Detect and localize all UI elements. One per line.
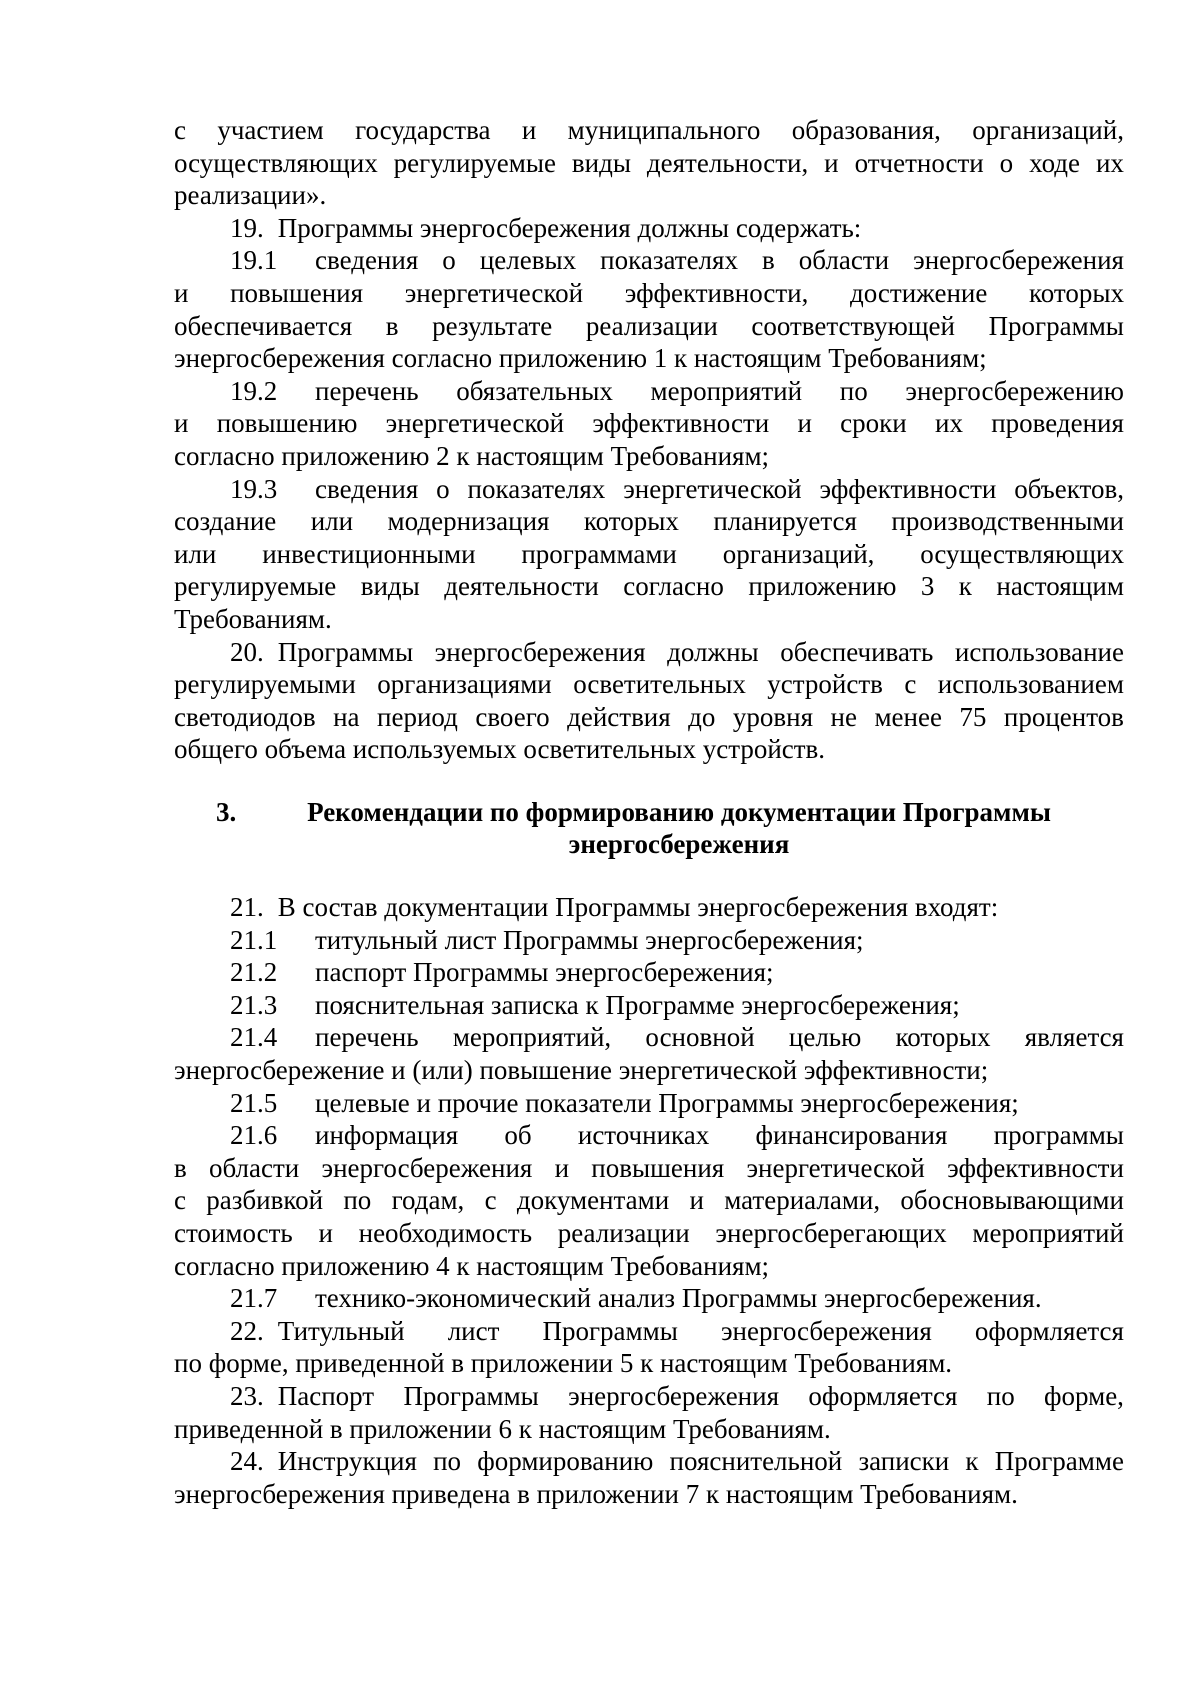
paragraph-text bbox=[278, 1315, 1124, 1348]
text-line bbox=[174, 1445, 1124, 1478]
paragraph-number: 19. bbox=[230, 212, 264, 243]
text-line bbox=[174, 570, 1124, 603]
word: оформляется bbox=[974, 1315, 1124, 1346]
paragraph-text bbox=[315, 1119, 1124, 1152]
text-line bbox=[174, 1152, 1124, 1185]
word: энергосбережения bbox=[913, 245, 1124, 276]
word: которых bbox=[895, 1022, 991, 1053]
text-line bbox=[174, 505, 1124, 538]
word: муниципального bbox=[567, 115, 761, 145]
word: повышения bbox=[591, 1152, 725, 1183]
paragraph-text: титульный лист Программы энергосбережения; bbox=[315, 924, 864, 955]
text-line: энергосбережения согласно приложению 1 к настоящим Требованиям; bbox=[174, 343, 987, 374]
word: повышения bbox=[230, 277, 364, 308]
word: эффективности bbox=[592, 408, 770, 439]
text-line: энергосбережения приведена в приложении 7 к настоящим Требованиям. bbox=[174, 1478, 1018, 1509]
paragraph-number: 20. bbox=[230, 636, 264, 667]
word: энергосбережения bbox=[434, 636, 646, 667]
word: своего bbox=[475, 701, 550, 732]
word: показателях bbox=[600, 245, 738, 276]
word: энергетической bbox=[746, 1152, 925, 1183]
word: использование bbox=[954, 636, 1124, 667]
word: энергосбережения bbox=[720, 1315, 932, 1346]
word: о bbox=[436, 473, 450, 504]
word: по bbox=[433, 1446, 462, 1477]
word: и bbox=[824, 147, 839, 178]
paragraph-21-1 bbox=[174, 924, 1124, 957]
word: согласно bbox=[623, 571, 724, 602]
paragraph-text bbox=[315, 244, 1124, 277]
word: Программы bbox=[542, 1315, 678, 1346]
word: эффективности bbox=[947, 1152, 1124, 1183]
word: эффективности, bbox=[624, 277, 809, 308]
text-line bbox=[174, 407, 1124, 440]
paragraph-number: 23. bbox=[230, 1380, 264, 1411]
word: которых bbox=[1028, 277, 1124, 308]
word: объектов, bbox=[1014, 473, 1124, 504]
word: осветительных bbox=[573, 669, 746, 700]
text-line bbox=[174, 668, 1124, 701]
section-title-line-2: энергосбережения bbox=[568, 829, 790, 860]
word: повышению bbox=[216, 408, 358, 439]
word: Титульный bbox=[277, 1315, 405, 1346]
word: которых bbox=[583, 506, 679, 537]
word: по bbox=[839, 375, 868, 406]
word: до bbox=[688, 701, 716, 732]
word: отчетности bbox=[854, 147, 984, 178]
word: форме, bbox=[1044, 1380, 1124, 1411]
section-heading bbox=[174, 796, 1124, 861]
word: записки bbox=[858, 1446, 950, 1477]
word: Программы bbox=[988, 310, 1124, 341]
word: материалами, bbox=[724, 1185, 881, 1216]
text-line bbox=[174, 310, 1124, 343]
word: и bbox=[174, 277, 189, 308]
word: настоящим bbox=[996, 571, 1124, 602]
word: их bbox=[935, 408, 963, 439]
paragraph-number: 21.5 bbox=[230, 1087, 278, 1118]
text-line: энергосбережение и (или) повышение энергетической эффективности; bbox=[174, 1055, 989, 1086]
text-line bbox=[174, 114, 1124, 147]
word: необходимость bbox=[358, 1218, 533, 1248]
paragraph-number: 21.3 bbox=[230, 989, 278, 1020]
word: период bbox=[377, 701, 458, 732]
word: или bbox=[174, 538, 217, 569]
paragraph-text: В состав документации Программы энергосбережения входят: bbox=[277, 892, 999, 923]
word: годам, bbox=[391, 1185, 465, 1216]
paragraph-text: пояснительная записка к Программе энергосбережения; bbox=[315, 989, 960, 1020]
word: с bbox=[484, 1185, 497, 1216]
word: энергосберегающих bbox=[715, 1218, 947, 1248]
section-number: 3. bbox=[216, 796, 237, 827]
text-line bbox=[174, 244, 1124, 277]
text-line: общего объема используемых осветительных устройств. bbox=[174, 734, 826, 765]
word: образования, bbox=[791, 115, 941, 145]
word: не bbox=[830, 701, 857, 732]
word: планируется bbox=[713, 506, 857, 537]
text-line: согласно приложению 2 к настоящим Требованиям; bbox=[174, 440, 770, 471]
word: обеспечивать bbox=[780, 636, 934, 667]
word: мероприятий bbox=[972, 1218, 1124, 1248]
word: реализации bbox=[585, 310, 718, 341]
paragraph-20 bbox=[174, 636, 1124, 766]
word: 75 bbox=[959, 701, 987, 732]
word: их bbox=[1095, 147, 1124, 178]
word: по bbox=[986, 1380, 1015, 1411]
word: с bbox=[174, 115, 186, 145]
paragraph-21-4 bbox=[174, 1021, 1124, 1086]
paragraph-19-3 bbox=[174, 473, 1124, 636]
word: энергосбережения bbox=[568, 1380, 779, 1411]
word: сроки bbox=[840, 408, 907, 439]
paragraph-22 bbox=[174, 1315, 1124, 1380]
word: энергосбережению bbox=[905, 375, 1124, 406]
word: сведения bbox=[315, 473, 419, 504]
word: создание bbox=[174, 506, 277, 537]
word: ходе bbox=[1029, 147, 1081, 178]
word: участием bbox=[217, 115, 324, 145]
word: регулируемые bbox=[174, 571, 337, 602]
text-line: приведенной в приложении 6 к настоящим Требованиям. bbox=[174, 1413, 831, 1444]
word: целевых bbox=[479, 245, 577, 276]
text-line bbox=[174, 701, 1124, 734]
paragraph-number: 24. bbox=[230, 1446, 264, 1477]
text-line bbox=[174, 277, 1124, 310]
paragraph-19-1 bbox=[174, 244, 1124, 374]
section-title-line-1: Рекомендации по формированию документации Программы bbox=[307, 796, 1051, 827]
paragraph-number: 21.6 bbox=[230, 1120, 278, 1151]
paragraph-number: 21. bbox=[230, 892, 264, 923]
text-line bbox=[174, 924, 1124, 957]
word: достижение bbox=[850, 277, 988, 308]
text-line bbox=[174, 989, 1124, 1022]
text-line: согласно приложению 4 к настоящим Требованиям; bbox=[174, 1250, 770, 1281]
text-line bbox=[174, 636, 1124, 669]
word: информация bbox=[315, 1120, 459, 1151]
paragraph-21-7 bbox=[174, 1282, 1124, 1315]
paragraph-19-2 bbox=[174, 375, 1124, 473]
paragraph-text: технико-экономический анализ Программы энергосбережения. bbox=[315, 1283, 1042, 1314]
word: действия bbox=[567, 701, 671, 732]
word: обеспечивается bbox=[174, 310, 353, 341]
text-line bbox=[174, 1217, 1124, 1250]
paragraph-number: 21.1 bbox=[230, 924, 278, 955]
word: инвестиционными bbox=[262, 538, 476, 569]
paragraph-21-5 bbox=[174, 1087, 1124, 1120]
word: виды bbox=[360, 571, 420, 602]
word: программы bbox=[993, 1120, 1124, 1151]
text-line bbox=[174, 1087, 1124, 1120]
word: обязательных bbox=[456, 375, 613, 406]
word: области bbox=[208, 1152, 300, 1183]
word: источниках bbox=[577, 1120, 710, 1151]
word: о bbox=[999, 147, 1014, 178]
paragraph-text bbox=[278, 636, 1124, 669]
word: светодиодов bbox=[174, 701, 316, 732]
word: к bbox=[958, 571, 972, 602]
word: перечень bbox=[315, 1022, 419, 1053]
word: реализации bbox=[557, 1218, 690, 1248]
paragraph-21 bbox=[174, 891, 1124, 924]
text-line: Требованиям. bbox=[174, 603, 332, 634]
paragraph-text bbox=[278, 1445, 1124, 1478]
text-line bbox=[174, 956, 1124, 989]
word: об bbox=[504, 1120, 532, 1151]
word: Инструкция bbox=[277, 1446, 417, 1477]
word: и bbox=[554, 1152, 570, 1183]
word: и bbox=[797, 408, 812, 439]
word: лист bbox=[447, 1315, 500, 1346]
word: или bbox=[310, 506, 354, 537]
word: менее bbox=[874, 701, 942, 732]
word: Программы bbox=[277, 636, 414, 667]
word: проведения bbox=[991, 408, 1124, 439]
word: документами bbox=[516, 1185, 670, 1216]
word: к bbox=[965, 1446, 979, 1477]
word: формированию bbox=[477, 1446, 654, 1477]
word: пояснительной bbox=[669, 1446, 843, 1477]
paragraph-number: 19.1 bbox=[230, 245, 278, 276]
paragraph-intro bbox=[174, 114, 1124, 212]
paragraph-text bbox=[278, 1380, 1124, 1413]
word: уровня bbox=[732, 701, 814, 732]
text-line bbox=[174, 473, 1124, 506]
word: в bbox=[762, 245, 775, 276]
word: энергосбережения bbox=[321, 1152, 533, 1183]
word: мероприятий, bbox=[452, 1022, 612, 1053]
paragraph-number: 21.7 bbox=[230, 1283, 278, 1314]
paragraph-21-2 bbox=[174, 956, 1124, 989]
word: о bbox=[442, 245, 456, 276]
word: регулируемые bbox=[393, 147, 556, 178]
word: государства bbox=[355, 115, 491, 145]
word: в bbox=[385, 310, 399, 341]
word: на bbox=[333, 701, 360, 732]
word: перечень bbox=[315, 375, 419, 406]
word: и bbox=[174, 408, 189, 439]
paragraph-number: 19.3 bbox=[230, 473, 278, 504]
word: должны bbox=[667, 636, 759, 667]
paragraph-number: 21.2 bbox=[230, 957, 278, 988]
word: использованием bbox=[937, 669, 1124, 700]
word: и bbox=[521, 115, 537, 145]
text-line: реализации». bbox=[174, 180, 327, 211]
word: деятельности bbox=[444, 571, 599, 602]
word: и bbox=[318, 1218, 333, 1248]
paragraph-number: 19.2 bbox=[230, 375, 278, 406]
word: целью bbox=[788, 1022, 862, 1053]
word: программами bbox=[521, 538, 677, 569]
word: производственными bbox=[891, 506, 1124, 537]
text-line: по форме, приведенной в приложении 5 к настоящим Требованиям. bbox=[174, 1348, 953, 1379]
paragraph-number: 21.4 bbox=[230, 1022, 278, 1053]
paragraph-text: целевые и прочие показатели Программы энергосбережения; bbox=[315, 1087, 1019, 1118]
text-line bbox=[174, 375, 1124, 408]
word: организаций, bbox=[972, 115, 1124, 145]
word: регулируемыми bbox=[174, 669, 356, 700]
word: разбивкой bbox=[206, 1185, 324, 1216]
text-line bbox=[174, 891, 1124, 924]
paragraph-text bbox=[315, 473, 1124, 506]
paragraph-number: 22. bbox=[230, 1315, 264, 1346]
word: модернизация bbox=[387, 506, 550, 537]
word: энергетической bbox=[404, 277, 584, 308]
word: с bbox=[174, 1185, 186, 1216]
paragraph-text: паспорт Программы энергосбережения; bbox=[315, 957, 774, 988]
word: стоимость bbox=[174, 1218, 293, 1248]
text-line bbox=[174, 147, 1124, 180]
word: энергетической bbox=[623, 473, 802, 504]
paragraph-21-6 bbox=[174, 1119, 1124, 1282]
word: соответствующей bbox=[751, 310, 955, 341]
word: и bbox=[689, 1185, 704, 1216]
text-line bbox=[174, 1021, 1124, 1054]
text-line bbox=[174, 1184, 1124, 1217]
word: финансирования bbox=[755, 1120, 948, 1151]
word: оформляется bbox=[808, 1380, 958, 1411]
paragraph-text bbox=[315, 375, 1124, 408]
text-line bbox=[174, 1380, 1124, 1413]
word: Программы bbox=[403, 1380, 539, 1411]
word: области bbox=[798, 245, 890, 276]
word: обосновывающими bbox=[900, 1185, 1124, 1216]
word: процентов bbox=[1003, 701, 1124, 732]
word: 3 bbox=[920, 571, 935, 602]
word: устройств bbox=[767, 669, 883, 700]
word: показателях bbox=[467, 473, 606, 504]
text-line bbox=[174, 1315, 1124, 1348]
word: с bbox=[904, 669, 917, 700]
paragraph-19 bbox=[174, 212, 1124, 245]
word: по bbox=[343, 1185, 372, 1216]
word: организациями bbox=[377, 669, 552, 700]
paragraph-21-3 bbox=[174, 989, 1124, 1022]
paragraph-text bbox=[315, 1021, 1124, 1054]
paragraph-text: Программы энергосбережения должны содержать: bbox=[277, 212, 862, 243]
word: результате bbox=[432, 310, 553, 341]
text-line bbox=[174, 1119, 1124, 1152]
word: Программе bbox=[994, 1446, 1124, 1477]
word: энергетической bbox=[385, 408, 565, 439]
word: Паспорт bbox=[277, 1380, 375, 1411]
text-line bbox=[174, 1282, 1124, 1315]
word: деятельности, bbox=[646, 147, 809, 178]
word: в bbox=[174, 1152, 187, 1183]
word: является bbox=[1024, 1022, 1124, 1053]
word: виды bbox=[571, 147, 631, 178]
paragraph-24 bbox=[174, 1445, 1124, 1510]
word: организаций, bbox=[722, 538, 875, 569]
word: эффективности bbox=[819, 473, 997, 504]
word: основной bbox=[645, 1022, 755, 1053]
document-page bbox=[174, 114, 1124, 1510]
text-line bbox=[174, 212, 1124, 245]
word: осуществляющих bbox=[920, 538, 1124, 569]
text-line bbox=[174, 538, 1124, 571]
word: приложению bbox=[748, 571, 897, 602]
word: сведения bbox=[315, 245, 419, 276]
paragraph-23 bbox=[174, 1380, 1124, 1445]
word: мероприятий bbox=[650, 375, 803, 406]
word: осуществляющих bbox=[174, 147, 378, 178]
